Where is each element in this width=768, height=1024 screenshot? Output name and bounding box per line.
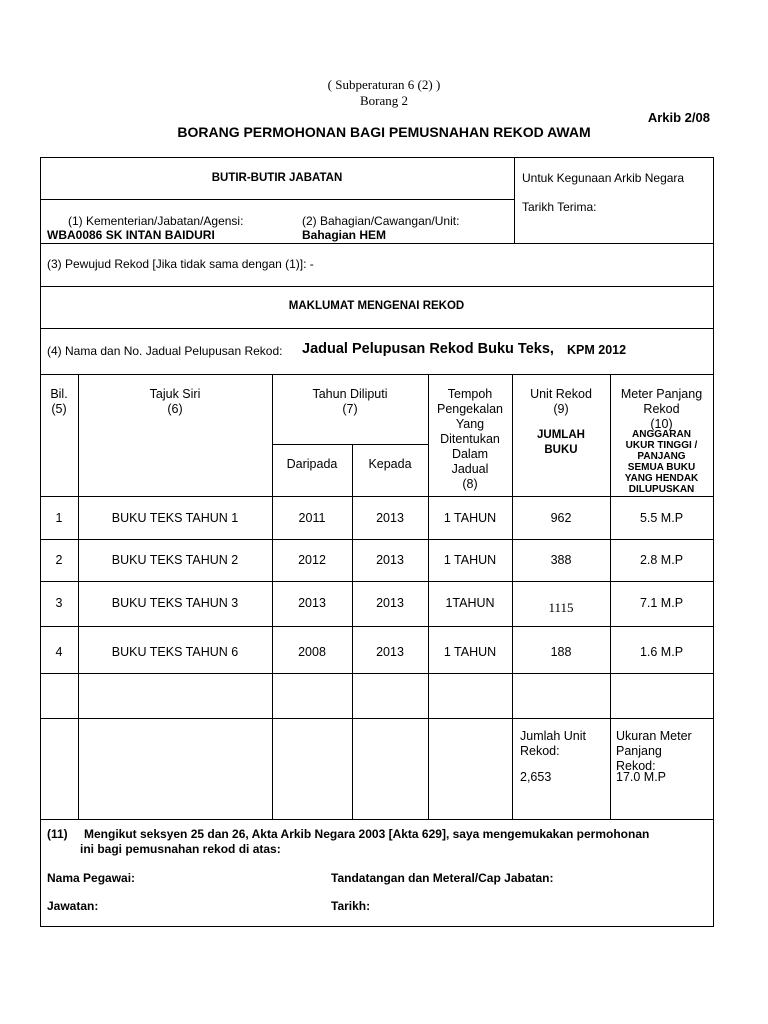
office-use-label: Untuk Kegunaan Arkib Negara: [522, 171, 685, 185]
cell-daripada: 2008: [298, 645, 326, 659]
col-bil-header: Bil. (5): [50, 387, 68, 416]
col-meter-note: ANGGARAN UKUR TINGGI / PANJANG SEMUA BUKU YANG HENDAK DILUPUSKAN: [624, 429, 699, 495]
cell-bil: 4: [55, 645, 63, 659]
record-creator-label: (3) Pewujud Rekod [Jika tidak sama dengan (1)]: -: [47, 257, 314, 271]
form-reference: Arkib 2/08: [647, 110, 710, 125]
cell-meter: 2.8 M.P: [639, 553, 684, 567]
col-tajuk-header: Tajuk Siri (6): [149, 387, 201, 416]
cell-daripada: 2012: [298, 553, 326, 567]
total-meter-value: 17.0 M.P: [616, 770, 667, 784]
ministry-label: (1) Kementerian/Jabatan/Agensi:: [68, 214, 244, 228]
col-unit-header: Unit Rekod (9): [530, 387, 592, 416]
cell-daripada: 2013: [298, 596, 326, 610]
cell-meter: 7.1 M.P: [639, 596, 684, 610]
cell-tempoh: 1TAHUN: [445, 596, 495, 610]
total-meter-label: Ukuran Meter Panjang Rekod:: [616, 729, 692, 773]
cell-unit: 388: [550, 553, 572, 567]
cell-kepada: 2013: [376, 645, 404, 659]
received-date-label: Tarikh Terima:: [522, 200, 597, 214]
division-value: Bahagian HEM: [302, 228, 387, 242]
col-tempoh-header: Tempoh Pengekalan Yang Ditentukan Dalam Jadual (8): [436, 387, 504, 491]
cell-unit: 188: [550, 645, 572, 659]
declaration-text: Mengikut seksyen 25 dan 26, Akta Arkib Negara 2003 [Akta 629], saya mengemukakan permohonan: [84, 827, 650, 841]
cell-meter: 5.5 M.P: [639, 511, 684, 525]
cell-bil: 3: [55, 596, 63, 610]
declaration-number: (11): [47, 827, 68, 841]
declaration-text-2: ini bagi pemusnahan rekod di atas:: [80, 842, 281, 856]
col-kepada-header: Kepada: [368, 457, 412, 471]
schedule-value-year: KPM 2012: [567, 343, 627, 357]
cell-kepada: 2013: [376, 596, 404, 610]
dept-heading: BUTIR-BUTIR JABATAN: [211, 172, 343, 184]
form-number: Borang 2: [359, 93, 409, 108]
col-tahun-header: Tahun Diliputi (7): [312, 387, 388, 416]
form-title: BORANG PERMOHONAN BAGI PEMUSNAHAN REKOD AWAM: [177, 124, 591, 140]
total-unit-value: 2,653: [520, 770, 552, 784]
subregulation: ( Subperaturan 6 (2) ): [327, 77, 441, 92]
division-label: (2) Bahagian/Cawangan/Unit:: [302, 214, 460, 228]
cell-bil: 1: [55, 511, 63, 525]
col-meter-header: Meter Panjang Rekod (10): [620, 387, 703, 431]
cell-tajuk: BUKU TEKS TAHUN 1: [111, 511, 239, 525]
cell-kepada: 2013: [376, 553, 404, 567]
cell-tempoh: 1 TAHUN: [443, 553, 497, 567]
cell-bil: 2: [55, 553, 63, 567]
officer-name-label: Nama Pegawai:: [47, 871, 136, 885]
records-heading: MAKLUMAT MENGENAI REKOD: [288, 300, 465, 312]
cell-tajuk: BUKU TEKS TAHUN 3: [111, 596, 239, 610]
cell-unit: 1115: [548, 600, 574, 615]
cell-kepada: 2013: [376, 511, 404, 525]
cell-meter: 1.6 M.P: [639, 645, 684, 659]
cell-tempoh: 1 TAHUN: [443, 645, 497, 659]
date-label: Tarikh:: [331, 899, 371, 913]
cell-tajuk: BUKU TEKS TAHUN 6: [111, 645, 239, 659]
signature-label: Tandatangan dan Meteral/Cap Jabatan:: [331, 871, 554, 885]
col-unit-note: JUMLAH BUKU: [537, 429, 585, 456]
schedule-value: Jadual Pelupusan Rekod Buku Teks,: [302, 341, 554, 357]
cell-tempoh: 1 TAHUN: [443, 511, 497, 525]
cell-daripada: 2011: [298, 511, 326, 525]
cell-tajuk: BUKU TEKS TAHUN 2: [111, 553, 239, 567]
schedule-label: (4) Nama dan No. Jadual Pelupusan Rekod:: [47, 344, 283, 358]
ministry-value: WBA0086 SK INTAN BAIDURI: [47, 228, 215, 242]
position-label: Jawatan:: [47, 899, 99, 913]
total-unit-label: Jumlah Unit Rekod:: [520, 729, 586, 758]
col-daripada-header: Daripada: [286, 457, 338, 471]
cell-unit: 962: [550, 511, 572, 525]
